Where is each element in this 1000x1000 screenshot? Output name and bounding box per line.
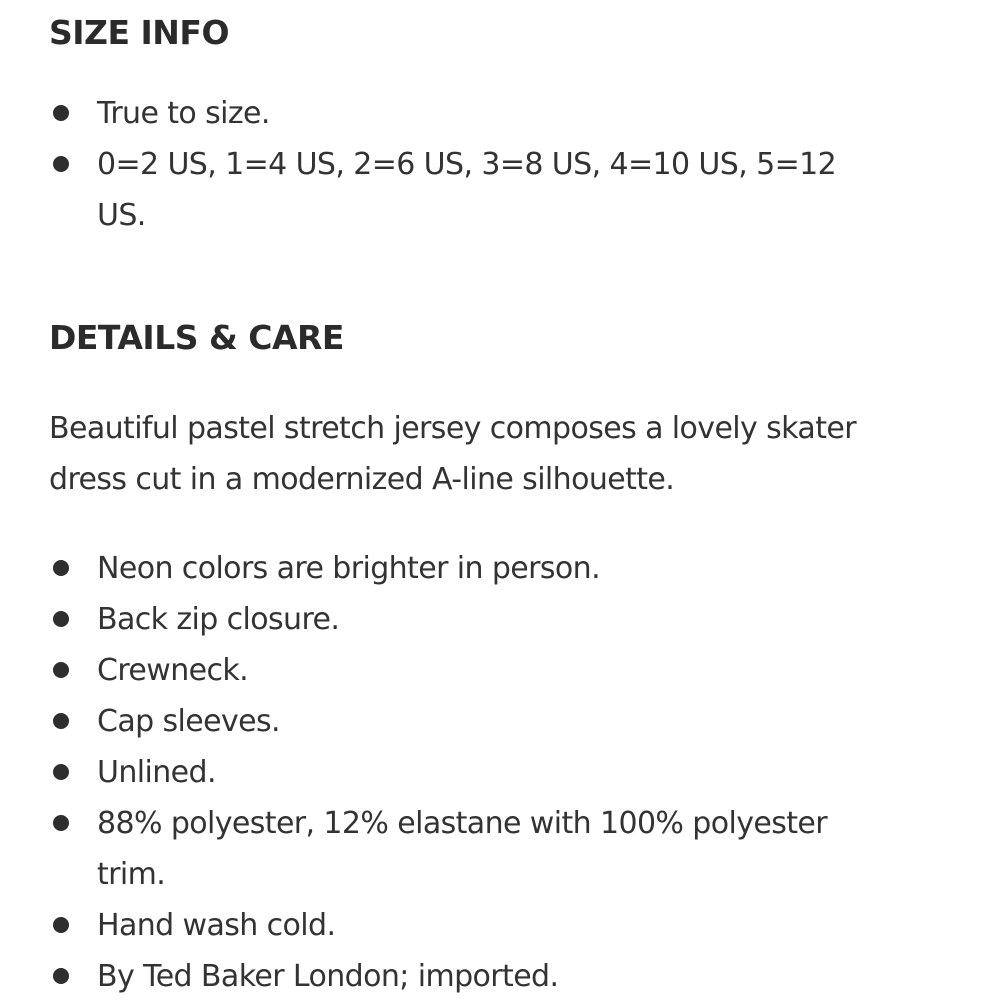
details-item xyxy=(49,645,867,696)
details-item xyxy=(49,951,867,1000)
details-item xyxy=(49,543,867,594)
bullet-icon xyxy=(53,764,69,780)
bullet-icon xyxy=(53,105,69,121)
bullet-icon xyxy=(53,713,69,729)
bullet-icon xyxy=(53,156,69,172)
product-description: Beautiful pastel stretch jersey composes a lovely skater dress cut in a modernized A-line silhouette. xyxy=(49,411,856,497)
size-info-item xyxy=(49,139,877,241)
details-item-text: Hand wash cold. xyxy=(97,908,336,943)
details-item-text: Back zip closure. xyxy=(97,602,340,637)
bullet-icon xyxy=(53,611,69,627)
details-item-text: Crewneck. xyxy=(97,653,249,688)
size-info-item-text: 0=2 US, 1=4 US, 2=6 US, 3=8 US, 4=10 US, 5=12 US. xyxy=(97,147,837,233)
size-info-item-text: True to size. xyxy=(97,96,270,131)
bullet-icon xyxy=(53,815,69,831)
size-info-heading: SIZE INFO xyxy=(49,13,229,52)
details-item-text: Cap sleeves. xyxy=(97,704,280,739)
bullet-icon xyxy=(53,662,69,678)
details-item-text: Neon colors are brighter in person. xyxy=(97,551,601,586)
details-item-text: By Ted Baker London; imported. xyxy=(97,959,559,994)
details-item xyxy=(49,696,867,747)
details-item xyxy=(49,594,867,645)
details-care-list xyxy=(49,543,960,1000)
details-care-heading: DETAILS & CARE xyxy=(49,318,344,357)
bullet-icon xyxy=(53,560,69,576)
bullet-icon xyxy=(53,968,69,984)
details-item xyxy=(49,900,867,951)
bullet-icon xyxy=(53,917,69,933)
size-info-list xyxy=(49,88,960,241)
details-item xyxy=(49,798,867,900)
size-info-item xyxy=(49,88,867,139)
details-item-text: 88% polyester, 12% elastane with 100% polyester trim. xyxy=(97,806,828,892)
details-item-text: Unlined. xyxy=(97,755,216,790)
details-item xyxy=(49,747,867,798)
